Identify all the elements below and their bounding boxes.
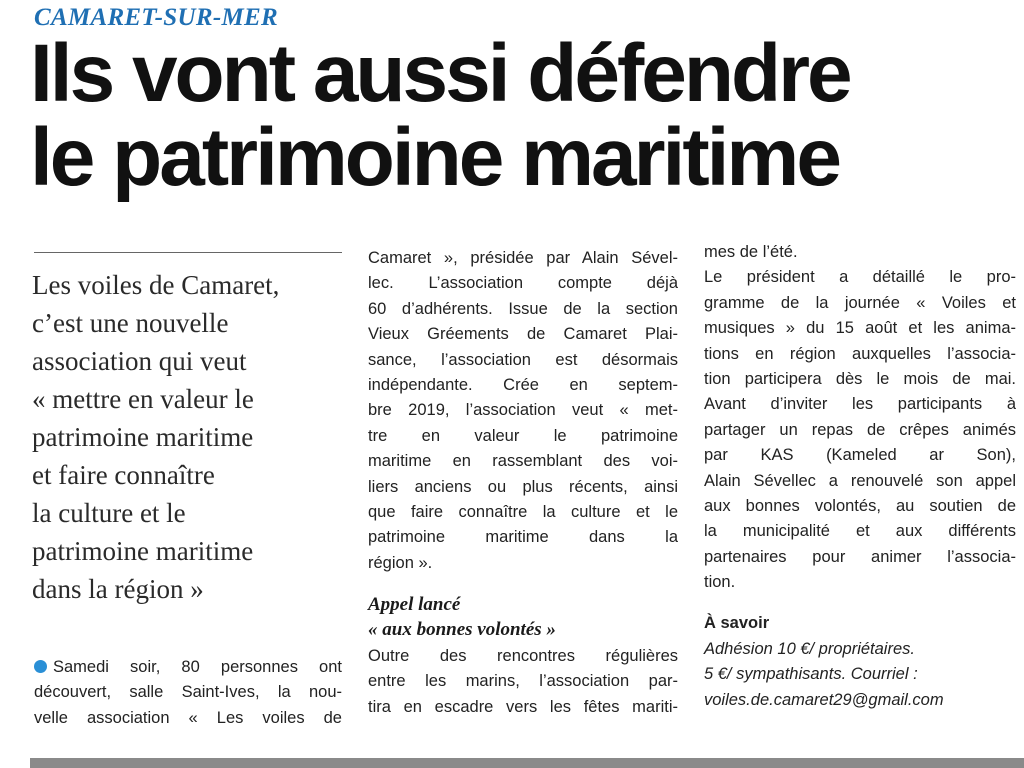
body-line: Camaret », présidée par Alain Sével- <box>368 249 678 267</box>
footer-bar <box>30 758 1024 768</box>
body-line: liers anciens ou plus récents, ainsi <box>368 477 678 496</box>
headline-line: le patrimoine maritime <box>30 112 839 203</box>
chapo-line: patrimoine maritime <box>32 536 254 566</box>
body-line: lec. L’association compte déjà <box>368 274 678 293</box>
body-line: partenaires pour animer l’associa- <box>704 547 1016 566</box>
body-line <box>34 655 342 680</box>
chapo-line: association qui veut <box>32 346 247 376</box>
body-line: la municipalité et aux différents <box>704 522 1016 541</box>
chapo-line: dans la région » <box>32 574 204 604</box>
headline-line: Ils vont aussi défendre <box>30 28 850 119</box>
body-line: musiques » du 15 août et les anima- <box>704 319 1016 338</box>
chapo-divider <box>34 252 342 253</box>
body-line: entre les marins, l’association par- <box>368 672 678 691</box>
body-line: indépendante. Crée en septem- <box>368 375 678 394</box>
body-line: gramme de la journée « Voiles et <box>704 293 1016 312</box>
body-line: tira en escadre vers les fêtes mariti- <box>368 697 678 716</box>
body-line: mes de l’été. <box>704 243 798 261</box>
body-line: Alain Sévellec a renouvelé son appel <box>704 471 1016 490</box>
body-line-text: Samedi soir, 80 personnes ont <box>53 658 342 676</box>
chapo-line: et faire connaître <box>32 460 215 490</box>
info-box-line: Adhésion 10 €/ propriétaires. <box>704 639 915 658</box>
body-line: aux bonnes volontés, au soutien de <box>704 496 1016 515</box>
email-link[interactable]: voiles.de.camaret29@gmail.com <box>704 690 944 709</box>
bullet-icon <box>34 660 47 673</box>
chapo-line: Les voiles de Camaret, <box>32 270 280 300</box>
info-box-line: 5 €/ sympathisants. Courriel : <box>704 665 918 684</box>
chapo-line: « mettre en valeur le <box>32 384 254 414</box>
body-line: maritime en rassemblant des voi- <box>368 452 678 471</box>
body-line: tion. <box>704 573 736 592</box>
body-line: tion participera dès le mois de mai. <box>704 369 1016 388</box>
body-line: velle association « Les voiles de <box>34 708 342 727</box>
body-line: sance, l’association est désormais <box>368 350 678 369</box>
body-line: que faire connaître la culture et le <box>368 502 678 521</box>
subheading: Appel lancé <box>368 594 461 616</box>
article-column-3 <box>704 240 1016 713</box>
article-column-1 <box>34 655 342 731</box>
kicker-town: CAMARET-SUR-MER <box>34 4 278 31</box>
body-line: région ». <box>368 553 433 572</box>
info-box <box>704 611 1016 713</box>
chapo-line: c’est une nouvelle <box>32 308 229 338</box>
body-line: partager un repas de crêpes animés <box>704 420 1016 439</box>
body-line: 60 d’adhérents. Issue de la section <box>368 299 678 318</box>
chapo-line: patrimoine maritime <box>32 422 254 452</box>
body-line: patrimoine maritime dans la <box>368 528 678 547</box>
body-line: par KAS (Kameled ar Son), <box>704 446 1016 465</box>
article-column-2 <box>368 246 678 720</box>
body-line: tre en valeur le patrimoine <box>368 426 678 445</box>
body-line: tions en région auxquelles l’associa- <box>704 344 1016 363</box>
body-line: Outre des rencontres régulières <box>368 647 678 666</box>
body-line: bre 2019, l’association veut « met- <box>368 401 678 420</box>
chapo-line: la culture et le <box>32 498 186 528</box>
body-line: Le président a détaillé le pro- <box>704 268 1016 287</box>
body-line: découvert, salle Saint-Ives, la nou- <box>34 683 342 702</box>
body-line: Avant d’inviter les participants à <box>704 395 1016 414</box>
body-line: Vieux Gréements de Camaret Plai- <box>368 325 678 344</box>
headline <box>30 28 1010 203</box>
subheading: « aux bonnes volontés » <box>368 619 556 641</box>
chapo-intro <box>32 266 352 608</box>
info-box-title: À savoir <box>704 614 770 633</box>
